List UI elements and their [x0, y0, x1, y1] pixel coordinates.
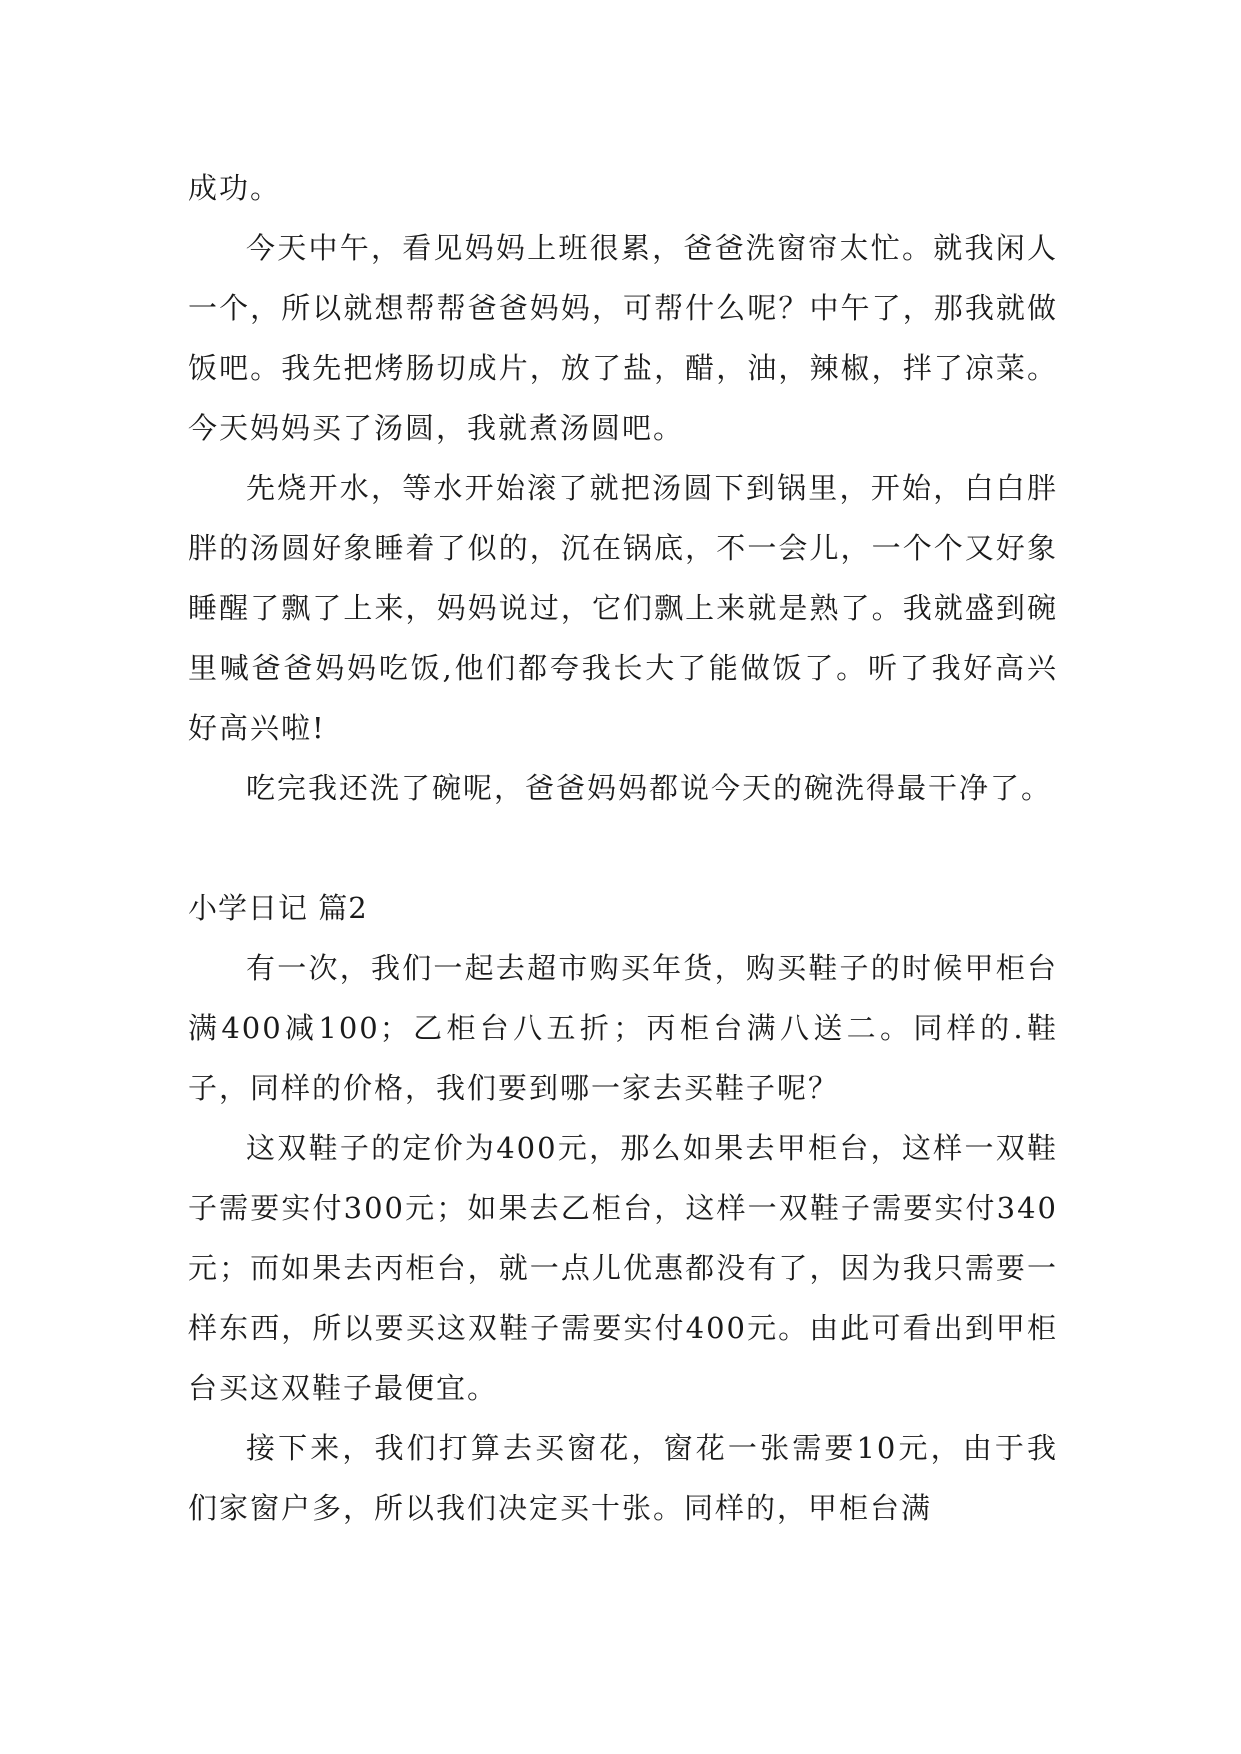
paragraph-shopping: 有一次，我们一起去超市购买年货，购买鞋子的时候甲柜台满400减100；乙柜台八五折；丙柜台满八送二。同样的.鞋子，同样的价格，我们要到哪一家去买鞋子呢？ — [188, 951, 1058, 1105]
section-heading: 小学日记 篇2 — [188, 891, 368, 925]
document-body — [188, 158, 1058, 1538]
paragraph-price: 这双鞋子的定价为400元，那么如果去甲柜台，这样一双鞋子需要实付300元；如果去乙柜台，这样一双鞋子需要实付340元；而如果去丙柜台，就一点儿优惠都没有了，因为我只需要一样东西，所以要买这双鞋子需要实付400元。由此可看出到甲柜台买这双鞋子最便宜。 — [188, 1131, 1058, 1405]
paragraph-washing: 吃完我还洗了碗呢，爸爸妈妈都说今天的碗洗得最干净了。 — [246, 771, 1053, 805]
paragraph-cooking: 今天中午，看见妈妈上班很累，爸爸洗窗帘太忙。就我闲人一个，所以就想帮帮爸爸妈妈，可帮什么呢？中午了，那我就做饭吧。我先把烤肠切成片，放了盐，醋，油，辣椒，拌了凉菜。今天妈妈买了汤圆，我就煮汤圆吧。 — [188, 231, 1058, 445]
section-gap — [188, 818, 1058, 878]
paragraph-tangyuan: 先烧开水，等水开始滚了就把汤圆下到锅里，开始，白白胖胖的汤圆好象睡着了似的，沉在锅底，不一会儿，一个个又好象睡醒了飘了上来，妈妈说过，它们飘上来就是熟了。我就盛到碗里喊爸爸妈妈吃饭,他们都夸我长大了能做饭了。听了我好高兴好高兴啦! — [188, 471, 1058, 745]
paragraph-window-flowers: 接下来，我们打算去买窗花，窗花一张需要10元，由于我们家窗户多，所以我们决定买十张。同样的，甲柜台满 — [188, 1431, 1058, 1525]
paragraph-continuation: 成功。 — [188, 171, 282, 205]
